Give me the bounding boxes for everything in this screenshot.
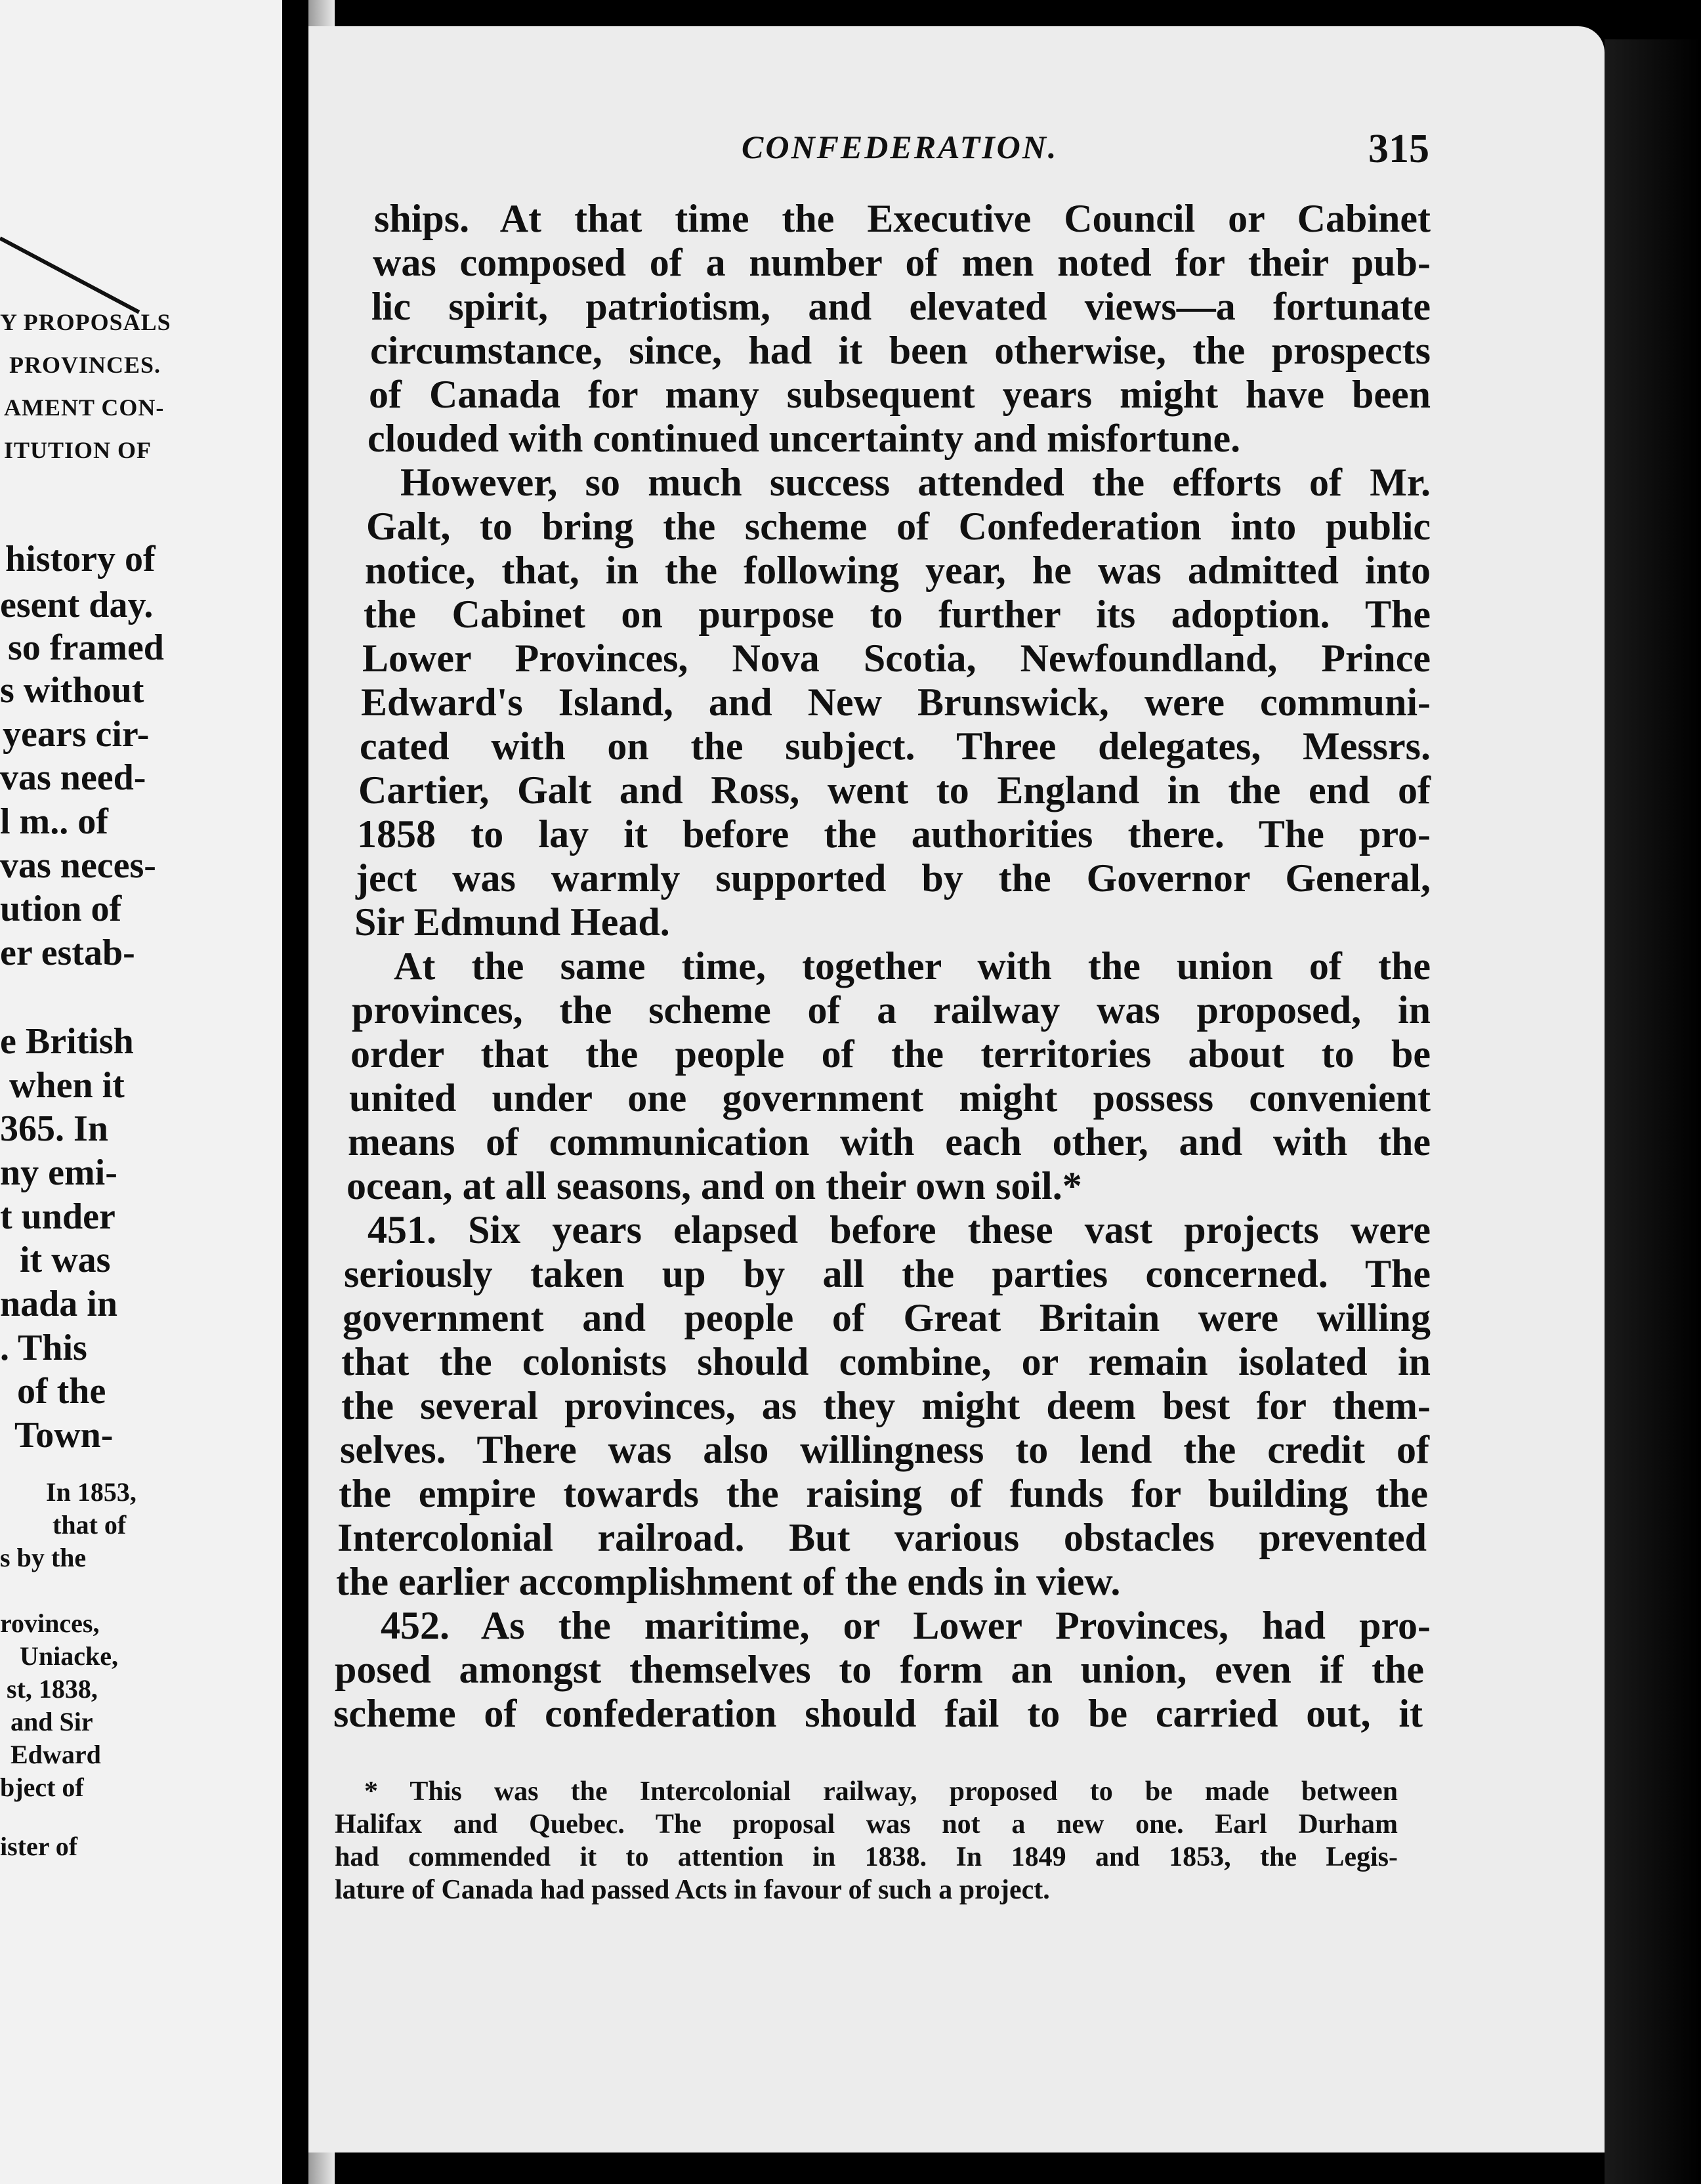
body-text-line: Intercolonial railroad. But various obstacles prevented [337,1516,1427,1559]
facing-page-line: vas neces- [0,845,156,886]
facing-page-line: ny emi- [0,1152,117,1193]
facing-page-line: that of [52,1510,127,1540]
body-text-line: means of communication with each other, and with the [348,1120,1431,1164]
facing-page-line: e British [0,1021,134,1062]
body-text-line: At the same time, together with the union of the [394,944,1431,988]
facing-page-line: ITUTION OF [4,437,152,463]
book-gutter [282,0,308,2184]
pen-scratch-mark [0,236,140,314]
footnote [335,1775,1398,1906]
footnote-line: lature of Canada had passed Acts in favour of such a project. [335,1875,1050,1905]
body-text-line: the Cabinet on purpose to further its adoption. The [364,593,1431,636]
facing-page-line: er estab- [0,933,135,973]
facing-page-line: and Sir [10,1707,93,1736]
facing-page-line: t under [0,1196,116,1237]
facing-page-line: when it [9,1065,125,1106]
body-text-line: ocean, at all seasons, and on their own soil.* [346,1164,1082,1208]
body-text-line: Lower Provinces, Nova Scotia, Newfoundland, Prince [362,637,1431,680]
facing-page-line: l m.. of [0,801,108,842]
body-text-line: scheme of confederation should fail to be carried out, it [333,1692,1423,1735]
body-text-line: ships. At that time the Executive Council or Cabinet [374,197,1431,240]
facing-page-line: s without [0,670,144,711]
body-text-line: 1858 to lay it before the authorities there. The pro- [357,812,1431,856]
facing-page-line: bject of [0,1773,84,1802]
body-text-line: 452. As the maritime, or Lower Provinces, had pro- [381,1604,1431,1647]
facing-page-line: Town- [14,1415,114,1456]
footnote-line: had commended it to attention in 1838. In 1849 and 1853, the Legis- [335,1842,1398,1872]
body-text-line: was composed of a number of men noted for their pub- [373,241,1431,284]
body-text-line: ject was warmly supported by the Governor General, [356,856,1431,900]
facing-page-line: Uniacke, [20,1641,118,1671]
facing-page-line: years cir- [3,714,150,755]
body-text-line: notice, that, in the following year, he was admitted into [365,549,1431,592]
body-text-line: government and people of Great Britain were willing [343,1296,1431,1339]
facing-page-line: ution of [0,889,122,929]
facing-page-line: nada in [0,1284,117,1324]
facing-page-line: ister of [0,1832,78,1861]
body-text-line: selves. There was also willingness to lend the credit of [340,1428,1429,1471]
facing-page-line: In 1853, [46,1477,136,1507]
facing-page-line: s by the [0,1543,87,1572]
facing-page-line: so framed [8,627,164,668]
body-text-line: Cartier, Galt and Ross, went to England in the end of [358,768,1431,812]
facing-page-line: . This [0,1328,87,1368]
running-head: CONFEDERATION. [742,129,1059,165]
facing-page-line: esent day. [0,585,154,625]
facing-page-line: it was [20,1240,111,1280]
footnote-line: Halifax and Quebec. The proposal was not a new one. Earl Durham [335,1809,1398,1839]
body-text-line: However, so much success attended the efforts of Mr. [400,461,1431,504]
footnote-line: * This was the Intercolonial railway, proposed to be made between [364,1776,1398,1807]
facing-page-line: 365. In [0,1108,108,1149]
body-text-line: the empire towards the raising of funds for building the [339,1472,1428,1515]
body-text [333,197,1431,1736]
body-text-line: cated with on the subject. Three delegates, Messrs. [360,724,1431,768]
body-text-line: order that the people of the territories about to be [350,1032,1431,1076]
body-text-line: seriously taken up by all the parties concerned. The [344,1252,1431,1295]
facing-page-line: history of [5,539,156,579]
body-text-line: of Canada for many subsequent years might have been [369,373,1431,416]
facing-page-line: vas need- [0,757,146,798]
page-edge-shadow [1605,39,1701,2184]
body-text-line: Sir Edmund Head. [354,900,670,944]
facing-page-left [0,0,289,2184]
body-text-line: Galt, to bring the scheme of Confederation into public [366,505,1431,548]
body-text-line: provinces, the scheme of a railway was proposed, in [352,988,1431,1032]
body-text-line: Edward's Island, and New Brunswick, were communi- [361,681,1431,724]
facing-page-line: rovinces, [0,1608,100,1638]
body-text-line: the several provinces, as they might deem best for them- [341,1384,1431,1427]
body-text-line: that the colonists should combine, or remain isolated in [341,1340,1431,1383]
body-text-line: circumstance, since, had it been otherwise, the prospects [370,329,1431,372]
facing-page-line: st, 1838, [7,1674,98,1704]
body-text-line: united under one government might possess convenient [349,1076,1431,1120]
facing-page-line: PROVINCES. [9,352,161,378]
facing-page-line: AMENT CON- [4,394,165,421]
body-text-line: the earlier accomplishment of the ends in view. [336,1560,1121,1603]
facing-page-line: of the [17,1371,106,1412]
facing-page-line: Y PROPOSALS [0,309,171,335]
body-text-line: clouded with continued uncertainty and misfortune. [368,417,1241,460]
body-text-line: posed amongst themselves to form an union, even if the [335,1648,1424,1691]
body-text-line: 451. Six years elapsed before these vast projects were [368,1208,1431,1251]
facing-page-line: Edward [10,1740,101,1769]
page-number: 315 [1368,127,1429,171]
body-text-line: lic spirit, patriotism, and elevated views—a fortunate [371,285,1431,328]
